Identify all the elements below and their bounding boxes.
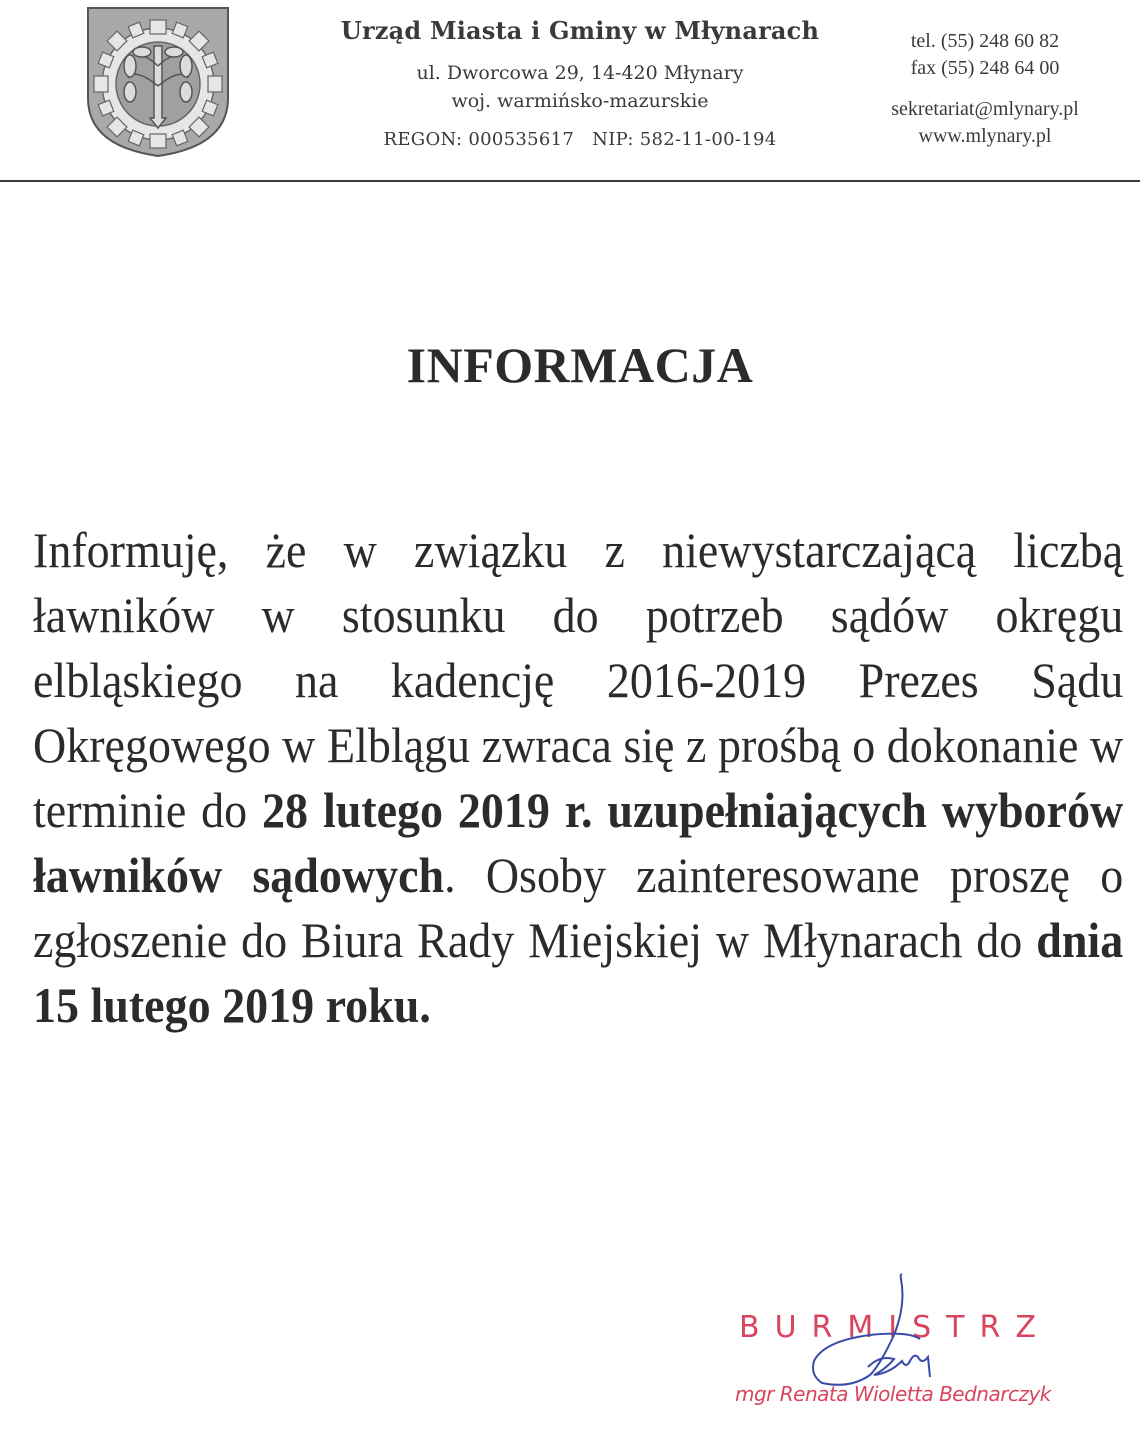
signatory-name: mgr Renata Wioletta Bednarczyk (735, 1382, 1051, 1406)
website-link[interactable]: www.mlynary.pl (918, 125, 1052, 147)
body-text-part-1: Informuję, że w związku z niewystarczającą liczbą ławników w stosunku do potrzeb sądów okręgu elbląskiego na kadencję 2016-2019 Prezes Sądu Okręgowego w Elblągu zwraca się z prośbą o dokonanie w terminie do (33, 522, 1124, 838)
letterhead-contact (850, 28, 1120, 150)
email-link[interactable]: sekretariat@mlynary.pl (891, 98, 1079, 120)
fax-number: fax (55) 248 64 00 (910, 57, 1060, 79)
document-body (33, 518, 1123, 1038)
signature-block (735, 1310, 1065, 1406)
address-line-2: woj. warmińsko-mazurskie (451, 90, 709, 112)
coat-of-arms-icon (86, 6, 230, 158)
letterhead-divider (0, 180, 1140, 182)
phone-number: tel. (55) 248 60 82 (910, 30, 1060, 52)
document-title: INFORMACJA (406, 337, 754, 393)
body-text-part-2: . Osoby zainteresowane proszę o zgłoszenie do Biura Rady Miejskiej w Młynarach do (33, 847, 1124, 968)
address-line-1: ul. Dworcowa 29, 14-420 Młynary (416, 62, 744, 84)
body-text-bold-application-date: dnia 15 lutego 2019 roku. (33, 912, 1124, 1033)
letterhead-organization (330, 14, 830, 150)
body-text-bold-deadline: 28 lutego 2019 r. uzupełniających wyborów ławników sądowych (33, 782, 1124, 903)
signature-role: BURMISTRZ (739, 1310, 1051, 1345)
organization-name: Urząd Miasta i Gminy w Młynarach (340, 16, 820, 45)
registration-ids: REGON: 000535617 NIP: 582-11-00-194 (383, 129, 777, 150)
